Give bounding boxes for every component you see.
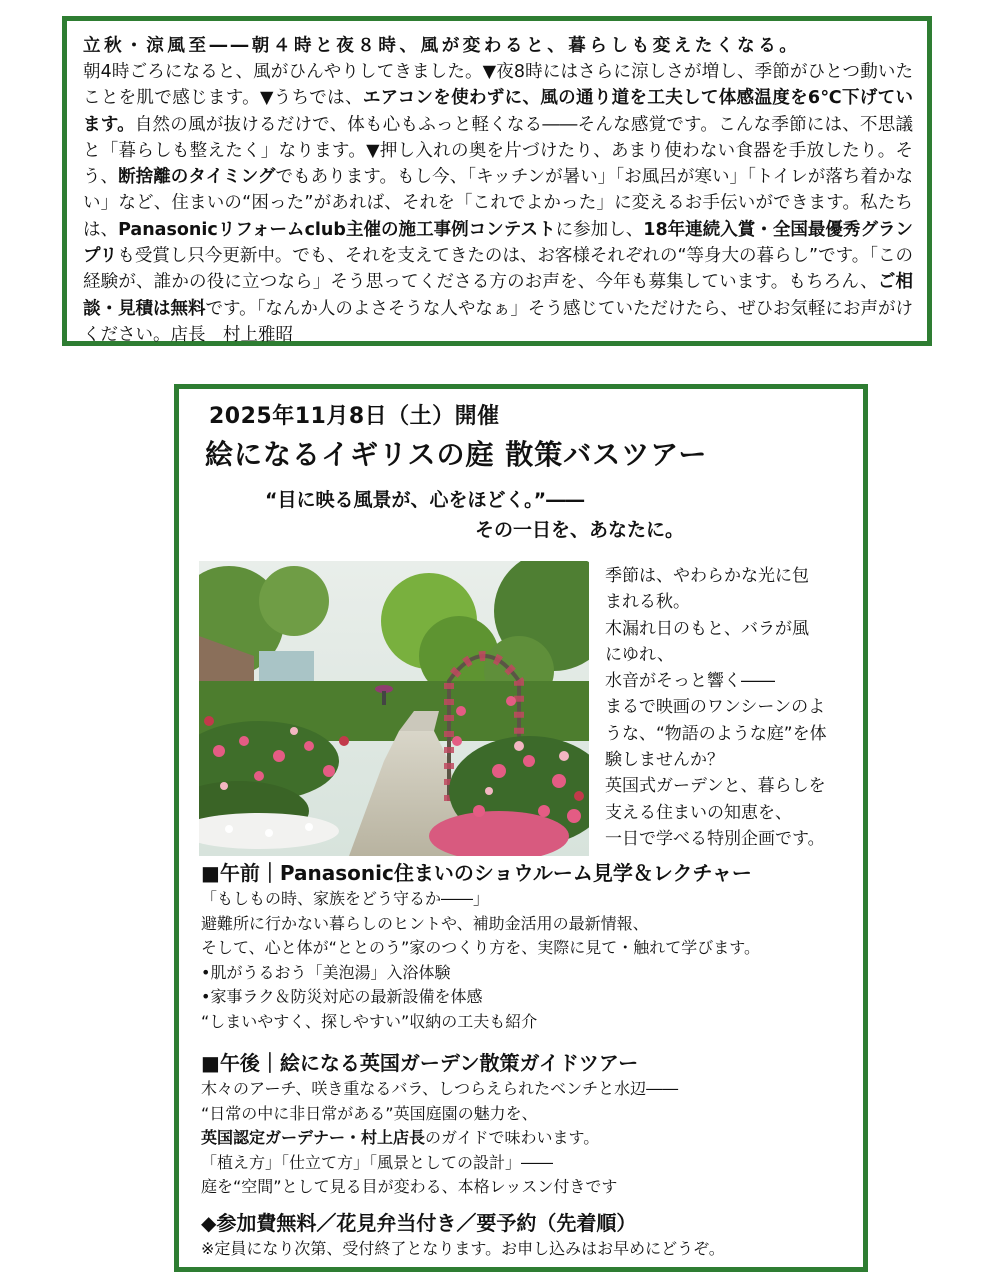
letter-emphasis: Panasonicリフォームclub主催の施工事例コンテスト — [118, 219, 556, 240]
letter-text: でもあります。もし今、「キッチンが暑い」「お風呂が寒い」「トイレが落ち着かない」など、住まいの“困った”があれば、それを「これでよかった」に変えるお手伝いができます。私たちは、 — [83, 167, 913, 240]
morning-line: そして、心と体が“ととのう”家のつくり方を、実際に見て・触れて学びます。 — [201, 938, 760, 957]
event-title: 絵になるイギリスの庭 散策バスツアー — [205, 438, 708, 471]
intro-line: まるで映画のワンシーンのよ — [605, 697, 826, 718]
rose-garden-photo — [199, 561, 589, 856]
letter-text: です。「なんか人のよさそうな人やなぁ」そう感じていただけたら、ぜひお気軽にお声がけください。店長 村上雅昭 — [83, 298, 913, 345]
morning-line: 避難所に行かない暮らしのヒントや、補助金活用の最新情報、 — [201, 913, 649, 933]
letter-emphasis: ご相談・見積は無料 — [83, 272, 913, 319]
letter-text: 自然の風が抜けるだけで、体も心もふっと軽くなる――そんな感覚です。こんな季節には、不思議と「暮らしも整えたく」なります。▼押し入れの奥を片づけたり、あまり使わない食器を手放したり。そう、 — [83, 114, 913, 188]
intro-line: 一日で学べる特別企画です。 — [605, 828, 825, 849]
fee-section — [201, 1209, 851, 1262]
intro-line: 季節は、やわらかな光に包 — [605, 566, 809, 586]
intro-line: 支える住まいの知恵を、 — [605, 802, 792, 823]
morning-line: •肌がうるおう「美泡湯」入浴体験 — [201, 962, 451, 982]
letter-emphasis: 断捨離のタイミング — [118, 167, 276, 188]
morning-line: •家事ラク＆防災対応の最新設備を体感 — [201, 987, 483, 1006]
event-quote-line1: “目に映る風景が、心をほどく。”―― — [265, 489, 585, 511]
afternoon-guide-bold: 英国認定ガーデナー・村上店長 — [201, 1128, 426, 1147]
afternoon-line-5: 庭を“空間”として見る目が変わる、本格レッスン付きです — [201, 1177, 618, 1196]
afternoon-heading: ■午後｜絵になる英国ガーデン散策ガイドツアー — [201, 1051, 639, 1075]
afternoon-line-4: 「植え方」「仕立て方」「風景としての設計」―― — [201, 1152, 554, 1172]
afternoon-line-3 — [201, 1126, 851, 1151]
intro-line: 水音がそっと響く―― — [605, 671, 775, 692]
afternoon-line-2: “日常の中に非日常がある”英国庭園の魅力を、 — [201, 1103, 538, 1123]
event-quote-line2: その一日を、あなたに。 — [475, 519, 685, 541]
intro-line: うな、“物語のような庭”を体 — [605, 723, 827, 744]
morning-line: 「もしもの時、家族をどう守るか――」 — [201, 889, 490, 908]
intro-line: 木漏れ日のもと、バラが風 — [605, 618, 809, 639]
event-intro-text — [605, 563, 849, 852]
intro-line: にゆれ、 — [605, 644, 675, 665]
morning-heading: ■午前｜Panasonic住まいのショウルーム見学＆レクチャー — [201, 861, 752, 885]
store-letter-content — [83, 33, 913, 348]
fee-note: ※定員になり次第、受付終了となります。お申し込みはお早めにどうぞ。 — [201, 1239, 725, 1258]
morning-lines — [201, 887, 851, 1034]
letter-body — [83, 59, 913, 348]
letter-emphasis: 18年連続入賞・全国最優秀グランプリ — [83, 219, 914, 267]
letter-emphasis: エアコンを使わずに、風の通り道を工夫して体感温度を6℃下げています。 — [83, 88, 913, 135]
intro-line: まれる秋。 — [605, 592, 690, 613]
intro-line: 験しませんか？ — [605, 750, 724, 771]
rose-garden-illustration — [199, 561, 589, 856]
morning-line: “しまいやすく、探しやすい”収納の工夫も紹介 — [201, 1011, 538, 1031]
intro-line: 英国式ガーデンと、暮らしを — [605, 776, 826, 797]
letter-text: 朝4時ごろになると、風がひんやりしてきました。▼夜8時にはさらに涼しさが増し、季節がひとつ動いたことを肌で感じます。▼うちでは、 — [83, 62, 913, 109]
afternoon-guide-rest: のガイドで味わいます。 — [425, 1128, 600, 1147]
letter-text: も受賞し只今更新中。でも、それを支えてきたのは、お客様それぞれの“等身大の暮らし”です。「この経験が、誰かの役に立つなら」そう思ってくださる方のお声を、今年も募集しています。もちろん、 — [83, 246, 913, 293]
event-flyer-box — [174, 384, 868, 1272]
morning-section — [201, 859, 851, 1034]
store-letter-box — [62, 16, 932, 346]
fee-heading: ◆参加費無料／花見弁当付き／要予約（先着順） — [201, 1211, 637, 1235]
afternoon-line-1: 木々のアーチ、咲き重なるバラ、しつらえられたベンチと水辺―― — [201, 1079, 679, 1098]
event-date: 2025年11月8日（土）開催 — [209, 404, 500, 429]
letter-text: に参加し、 — [555, 219, 644, 240]
letter-headline: 立秋・涼風至――朝４時と夜８時、風が変わると、暮らしも変えたくなる。 — [83, 36, 801, 56]
afternoon-section — [201, 1049, 851, 1200]
